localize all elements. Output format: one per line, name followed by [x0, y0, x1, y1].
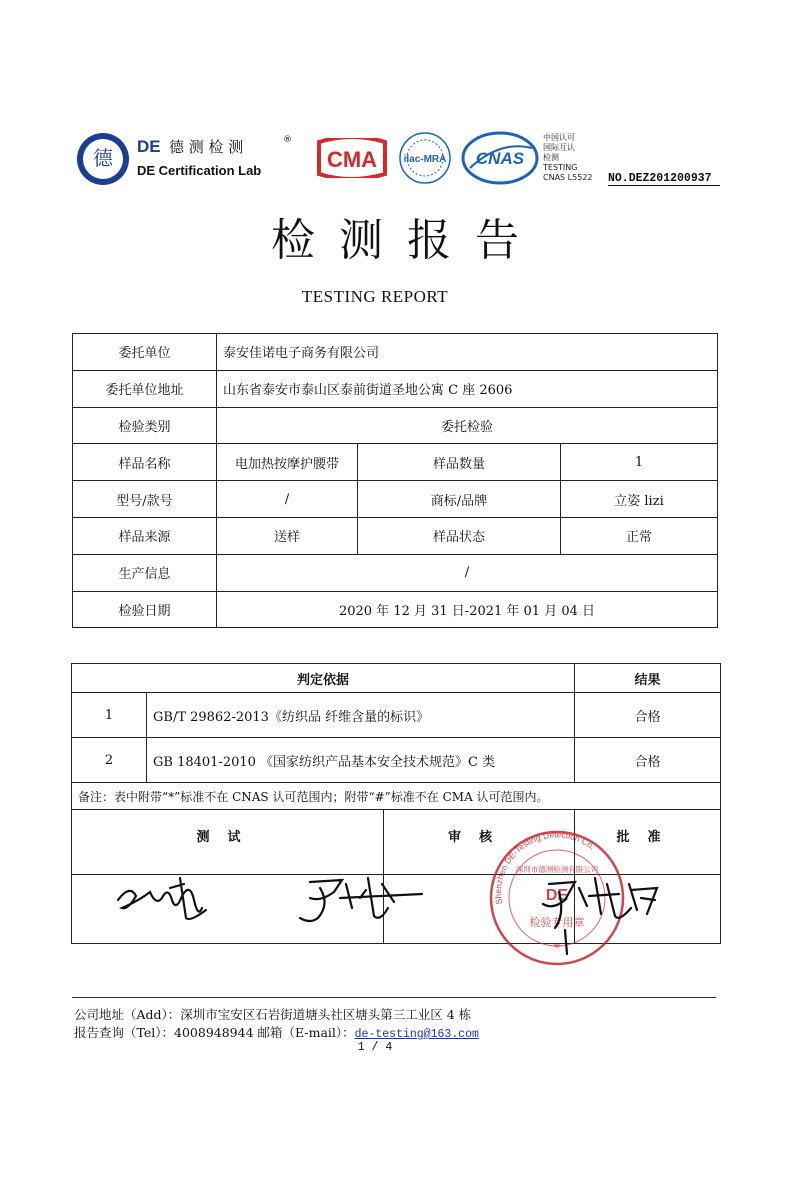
svg-text:*: *	[554, 941, 560, 955]
tester-signature	[110, 870, 220, 925]
cnas-line: CNAS L5522	[543, 173, 593, 182]
cma-logo	[313, 138, 391, 178]
production-value: /	[217, 554, 718, 591]
logo-de-brand-cn: 德 测 检 测	[169, 138, 244, 156]
address-label: 委托单位地址	[73, 370, 217, 407]
result-header: 结果	[575, 664, 721, 693]
report-title-en: TESTING REPORT	[301, 287, 449, 306]
logo-de-sub: DE Certification Lab	[137, 163, 262, 178]
table-row	[73, 591, 718, 628]
cnas-line: TESTING	[543, 163, 578, 172]
standard-text: GB 18401-2010 《国家纺织产品基本安全技术规范》C 类	[147, 738, 575, 783]
client-value: 泰安佳诺电子商务有限公司	[217, 334, 718, 371]
row-number: 2	[72, 738, 147, 783]
reviewer-signature	[290, 868, 430, 928]
address-value: 山东省泰安市泰山区泰前街道圣地公寓 C 座 2606	[217, 370, 718, 407]
sample-name-label: 样品名称	[73, 444, 217, 481]
review-label: 审核	[384, 810, 575, 875]
footer-address: 公司地址（Add）：深圳市宝安区石岩街道塘头社区塘头第三工业区 4 栋	[74, 1007, 472, 1022]
test-label: 测试	[72, 810, 384, 875]
table-row	[73, 517, 718, 554]
client-label: 委托单位	[73, 334, 217, 371]
footer-email-link[interactable]: de-testing@163.com	[354, 1028, 479, 1041]
date-value: 2020 年 12 月 31 日-2021 年 01 月 04 日	[217, 591, 718, 628]
table-row	[72, 693, 721, 738]
result-value: 合格	[575, 738, 721, 783]
cnas-line: 中国认可	[543, 133, 575, 142]
result-value: 合格	[575, 693, 721, 738]
table-row	[72, 738, 721, 783]
approve-label: 批准	[575, 810, 721, 875]
cma-text: CMA	[326, 147, 378, 172]
cnas-accreditation-text	[543, 133, 592, 183]
production-label: 生产信息	[73, 554, 217, 591]
note-row	[72, 783, 721, 810]
seal-bottom-text: 检验专用章	[529, 916, 585, 929]
state-value: 正常	[561, 517, 718, 554]
type-value: 委托检验	[217, 407, 718, 444]
table-row	[73, 370, 718, 407]
cnas-logo	[460, 130, 540, 186]
page-number: 1 / 4	[357, 1041, 393, 1054]
source-value: 送样	[217, 517, 358, 554]
cnas-line: 检测	[543, 153, 559, 162]
note-text: 备注：表中附带“*”标准不在 CNAS 认可范围内；附带“#”标准不在 CMA 认可范围内。	[72, 783, 721, 810]
brand-label: 商标/品牌	[358, 481, 561, 518]
logo-de-brand: DE	[137, 137, 161, 156]
logo-de-mark: 德	[93, 146, 113, 170]
cnas-text-mark: CNAS	[475, 149, 525, 168]
de-certification-logo	[75, 128, 300, 190]
state-label: 样品状态	[358, 517, 561, 554]
basis-header: 判定依据	[72, 664, 575, 693]
quantity-value: 1	[561, 444, 718, 481]
row-number: 1	[72, 693, 147, 738]
source-label: 样品来源	[73, 517, 217, 554]
table-row	[73, 407, 718, 444]
standard-text: GB/T 29862-2013《纺织品 纤维含量的标识》	[147, 693, 575, 738]
date-label: 检验日期	[73, 591, 217, 628]
model-value: /	[217, 481, 358, 518]
ilac-mra-logo	[394, 130, 456, 186]
report-title-cn: 检测报告	[271, 215, 543, 266]
footer-divider	[72, 997, 716, 998]
logo-de-reg: ®	[283, 135, 292, 145]
type-label: 检验类别	[73, 407, 217, 444]
sample-name-value: 电加热按摩护腰带	[217, 444, 358, 481]
seal-text-en: Shenzhen DE-Testing Detection Co.	[492, 829, 598, 906]
report-number: NO.DEZ201200937	[608, 172, 720, 186]
table-row	[73, 444, 718, 481]
footer-contact-text: 报告查询（Tel）：4008948944 邮箱（E-mail）：	[74, 1025, 355, 1040]
quantity-label: 样品数量	[358, 444, 561, 481]
table-row	[73, 334, 718, 371]
ilac-text: ilac-MRA	[403, 154, 447, 165]
seal-mark: DE	[545, 887, 569, 904]
cnas-line: 国际互认	[543, 143, 575, 152]
brand-value: 立姿 lizi	[561, 481, 718, 518]
table-row	[73, 481, 718, 518]
sample-info-table	[72, 333, 718, 628]
table-row	[73, 554, 718, 591]
model-label: 型号/款号	[73, 481, 217, 518]
table-header-row	[72, 664, 721, 693]
footer-contact	[74, 1023, 479, 1041]
seal-text-cn: 深圳市德测检测有限公司	[515, 865, 599, 874]
approver-signature	[535, 870, 665, 955]
